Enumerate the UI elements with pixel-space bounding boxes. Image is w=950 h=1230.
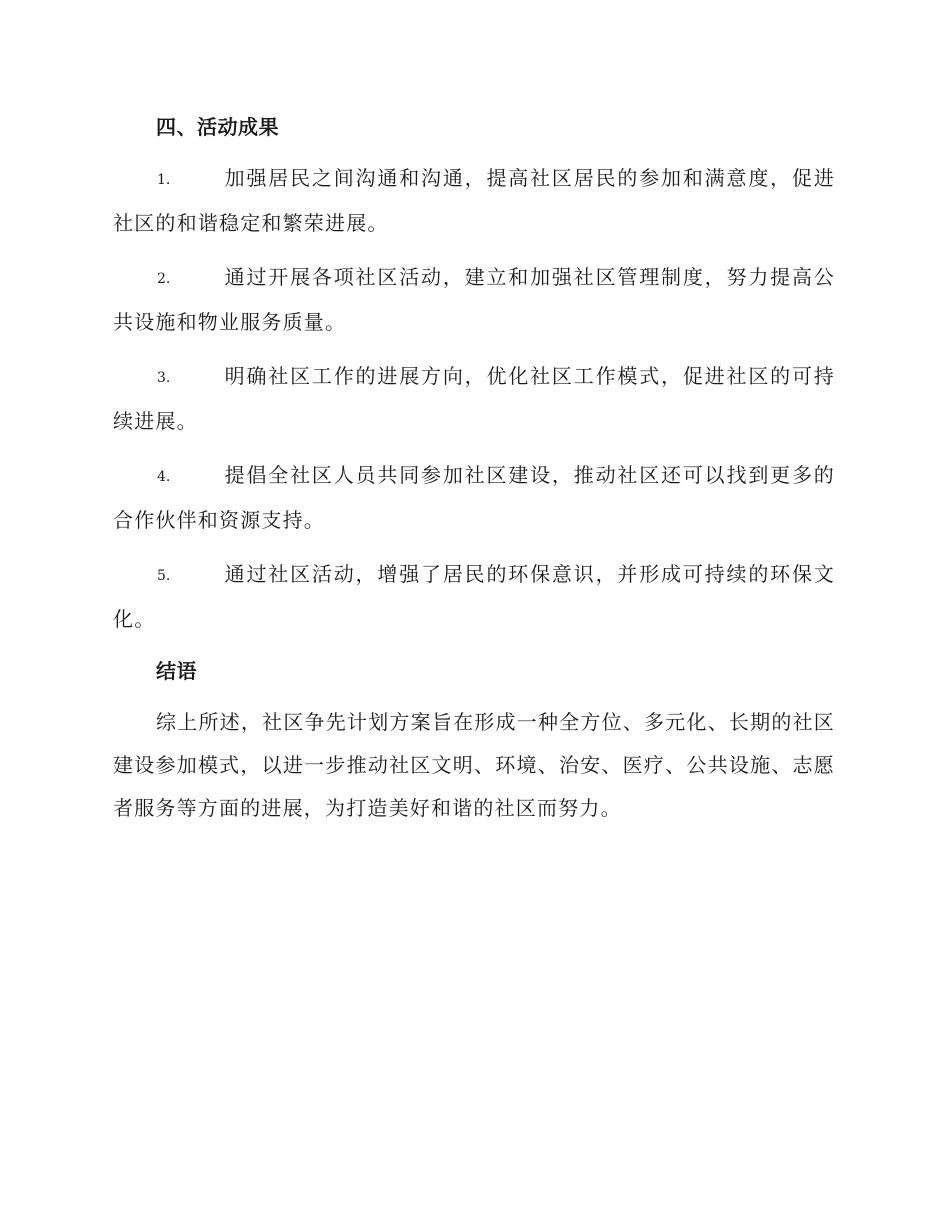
result-item-4 — [113, 454, 835, 542]
result-item-1 — [113, 157, 835, 245]
conclusion-paragraph: 综上所述，社区争先计划方案旨在形成一种全方位、多元化、长期的社区建设参加模式，以进一步推动社区文明、环境、治安、医疗、公共设施、志愿者服务等方面的进展，为打造美好和谐的社区而努力。 — [113, 710, 835, 820]
conclusion-heading: 结语 — [156, 659, 197, 683]
result-text: 通过社区活动，增强了居民的环保意识，并形成可持续的环保文化。 — [113, 562, 835, 631]
result-item-5 — [113, 553, 835, 641]
document-page — [113, 108, 835, 830]
result-number: 4. — [157, 469, 171, 485]
result-text: 明确社区工作的进展方向，优化社区工作模式，促进社区的可持续进展。 — [113, 364, 835, 433]
result-number: 5. — [157, 568, 171, 584]
result-text: 通过开展各项社区活动，建立和加强社区管理制度，努力提高公共设施和物业服务质量。 — [113, 265, 835, 334]
result-number: 1. — [157, 172, 171, 188]
result-text: 加强居民之间沟通和沟通，提高社区居民的参加和满意度，促进社区的和谐稳定和繁荣进展。 — [113, 166, 835, 235]
result-number: 3. — [157, 370, 171, 386]
result-item-3 — [113, 355, 835, 443]
result-text: 提倡全社区人员共同参加社区建设，推动社区还可以找到更多的合作伙伴和资源支持。 — [113, 463, 835, 532]
section-heading: 四、活动成果 — [156, 115, 279, 139]
result-item-2 — [113, 256, 835, 344]
result-number: 2. — [157, 271, 171, 287]
